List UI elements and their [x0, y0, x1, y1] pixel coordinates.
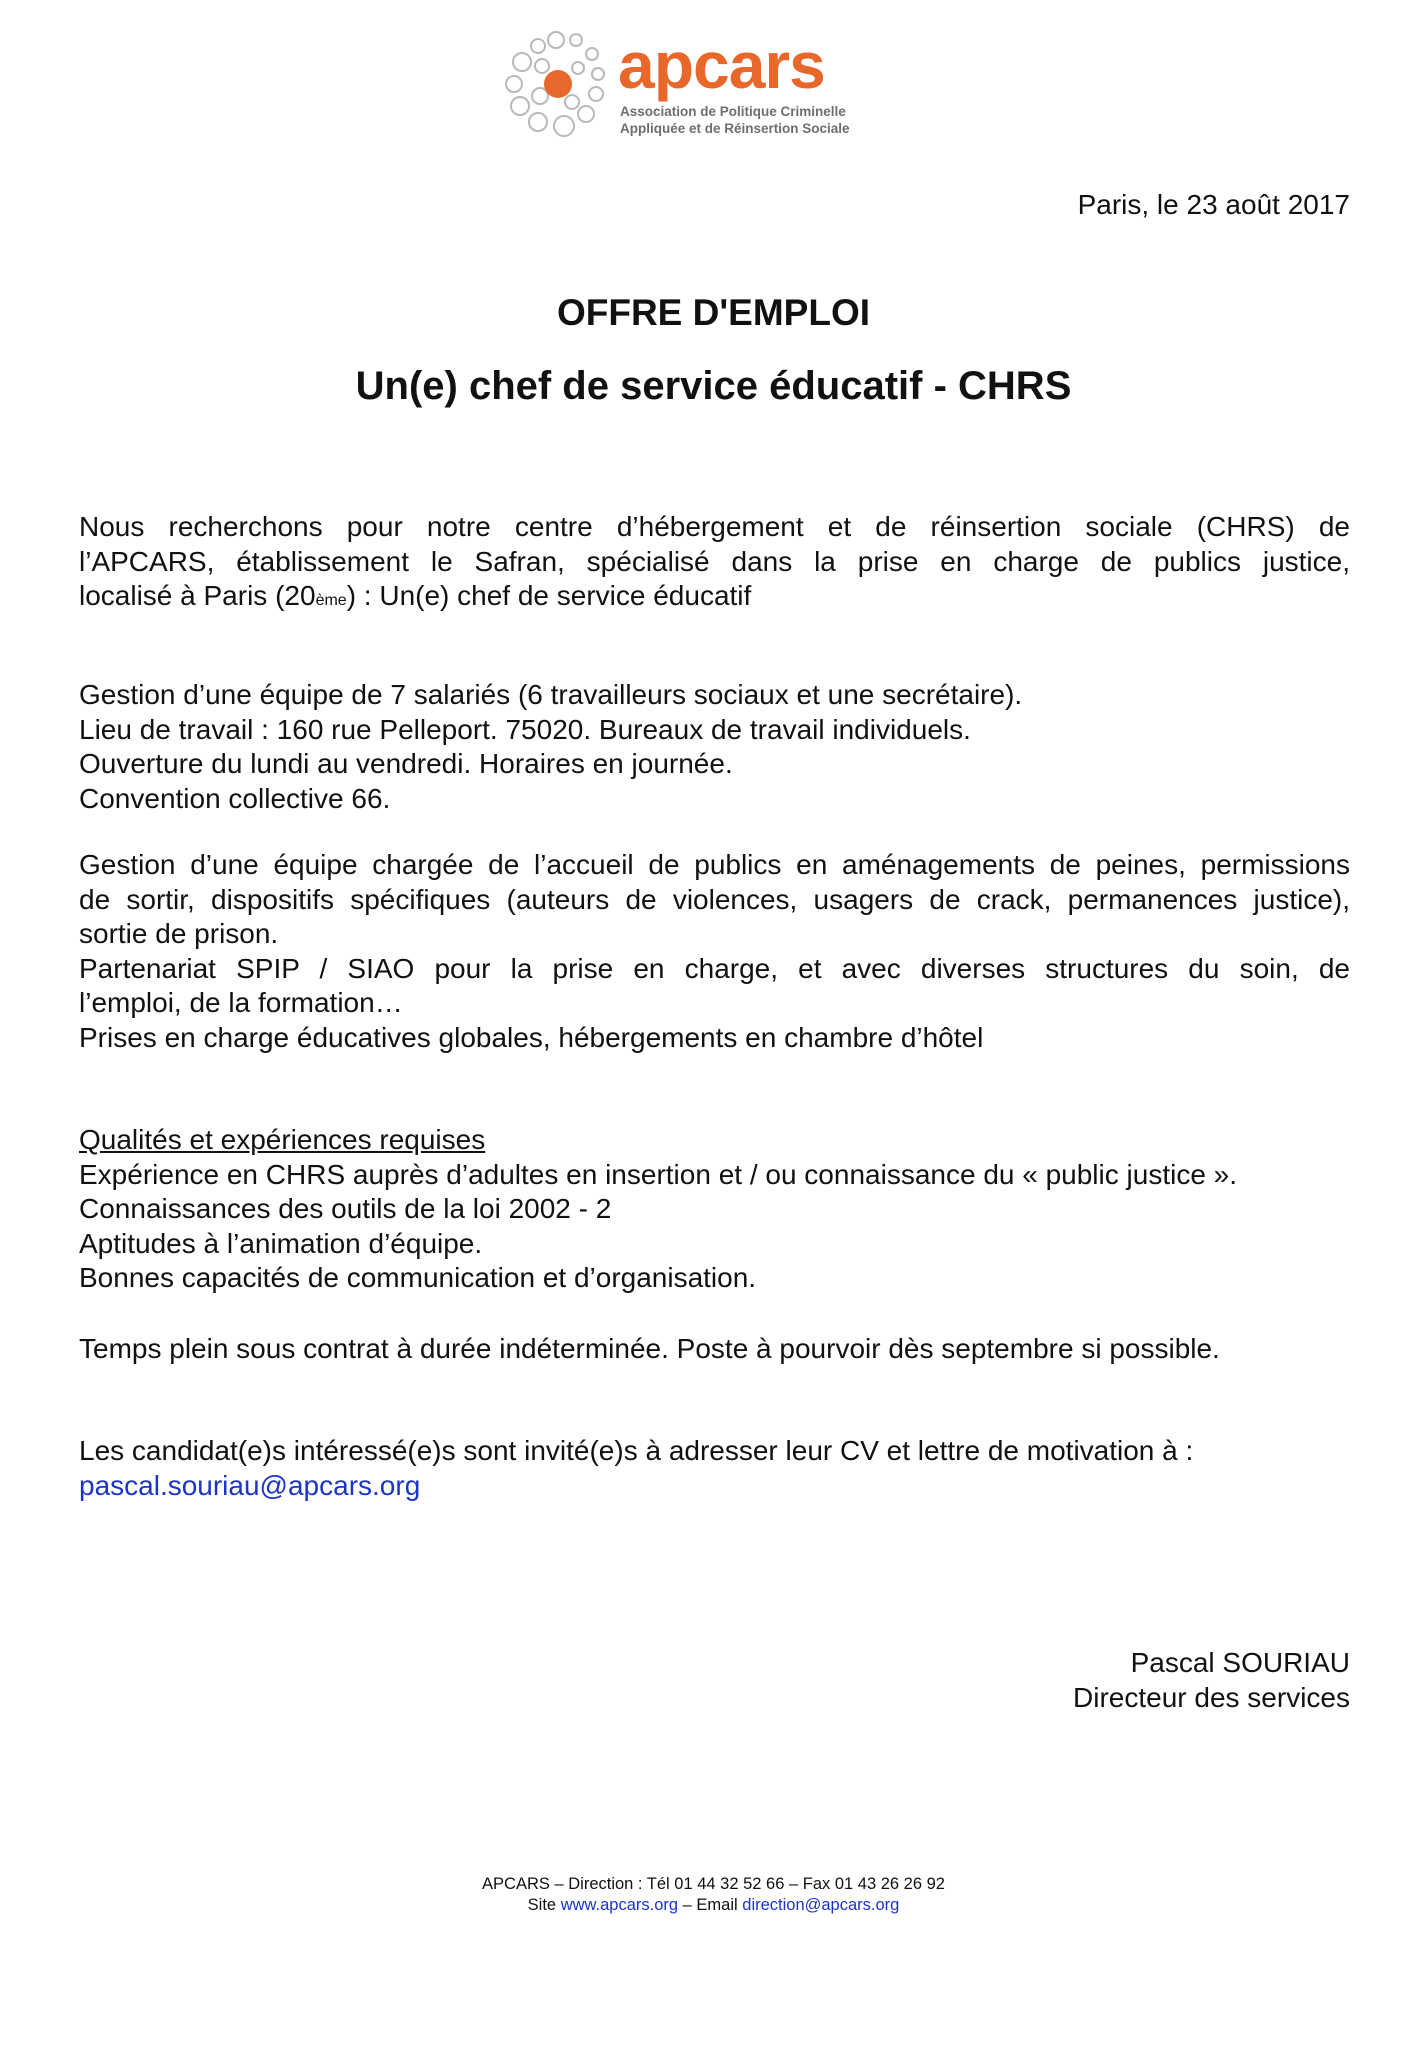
intro-line: localisé à Paris (20ème) : Un(e) chef de service éducatif	[79, 580, 752, 611]
footer-links: Site www.apcars.org – Email direction@apcars.org	[527, 1896, 900, 1914]
mission-line: l’emploi, de la formation…	[79, 987, 403, 1018]
page-title: OFFRE D'EMPLOI	[556, 292, 871, 333]
intro-line: Nous recherchons pour notre centre d’hébergement et de réinsertion sociale (CHRS) de	[79, 511, 1350, 542]
intro-paragraph	[79, 510, 1350, 619]
application-instructions	[79, 1434, 1350, 1503]
fact-item: Convention collective 66.	[79, 782, 391, 814]
job-title: Un(e) chef de service éducatif - CHRS	[355, 364, 1072, 408]
requirements-section	[79, 1123, 1350, 1296]
requirements-heading: Qualités et expériences requises	[79, 1124, 486, 1155]
requirement-item: Aptitudes à l’animation d’équipe.	[79, 1227, 483, 1259]
footer-contact: APCARS – Direction : Tél 01 44 32 52 66 – Fax 01 43 26 26 92	[482, 1875, 945, 1893]
mission-line: de sortir, dispositifs spécifiques (auteurs de violences, usagers de crack, permanences justice),	[79, 883, 1350, 915]
fact-item: Lieu de travail : 160 rue Pelleport. 75020. Bureaux de travail individuels.	[79, 713, 971, 745]
mission-line: Gestion d’une équipe chargée de l’accueil de publics en aménagements de peines, permissions	[79, 849, 1350, 880]
circles-logo-icon	[498, 26, 616, 142]
fact-item: Gestion d’une équipe de 7 salariés (6 travailleurs sociaux et une secrétaire).	[79, 679, 1023, 710]
footer-email-link[interactable]: direction@apcars.org	[742, 1896, 900, 1914]
signature-block	[1073, 1646, 1350, 1715]
logo-wordmark: apcars	[618, 28, 825, 102]
mission-line: sortie de prison.	[79, 918, 279, 949]
signatory-name: Pascal SOURIAU	[1130, 1647, 1350, 1678]
application-text: Les candidat(e)s intéressé(e)s sont invité(e)s à adresser leur CV et lettre de motivation à :	[79, 1435, 1194, 1466]
letter-date: Paris, le 23 août 2017	[1077, 189, 1350, 220]
mission-paragraph	[79, 848, 1350, 1055]
requirement-item: Expérience en CHRS auprès d’adultes en insertion et / ou connaissance du « public justice ».	[79, 1158, 1238, 1190]
logo-tagline: Association de Politique Criminelle Appliquée et de Réinsertion Sociale	[620, 104, 850, 136]
requirement-item: Connaissances des outils de la loi 2002 - 2	[79, 1193, 612, 1224]
fact-item: Ouverture du lundi au vendredi. Horaires en journée.	[79, 748, 733, 779]
requirement-item: Bonnes capacités de communication et d’organisation.	[79, 1262, 757, 1293]
signatory-role: Directeur des services	[1073, 1681, 1350, 1713]
job-facts	[79, 678, 1350, 816]
contract-terms: Temps plein sous contrat à durée indéterminée. Poste à pourvoir dès septembre si possible.	[79, 1333, 1220, 1364]
mission-line: Partenariat SPIP / SIAO pour la prise en charge, et avec diverses structures du soin, de	[79, 952, 1350, 984]
apcars-logo	[498, 26, 850, 142]
intro-line: l’APCARS, établissement le Safran, spécialisé dans la prise en charge de publics justice,	[79, 545, 1350, 577]
mission-line: Prises en charge éducatives globales, hébergements en chambre d’hôtel	[79, 1021, 984, 1053]
footer-site-link[interactable]: www.apcars.org	[560, 1896, 679, 1914]
application-email-link[interactable]: pascal.souriau@apcars.org	[79, 1469, 421, 1501]
footer	[0, 1874, 1427, 1916]
